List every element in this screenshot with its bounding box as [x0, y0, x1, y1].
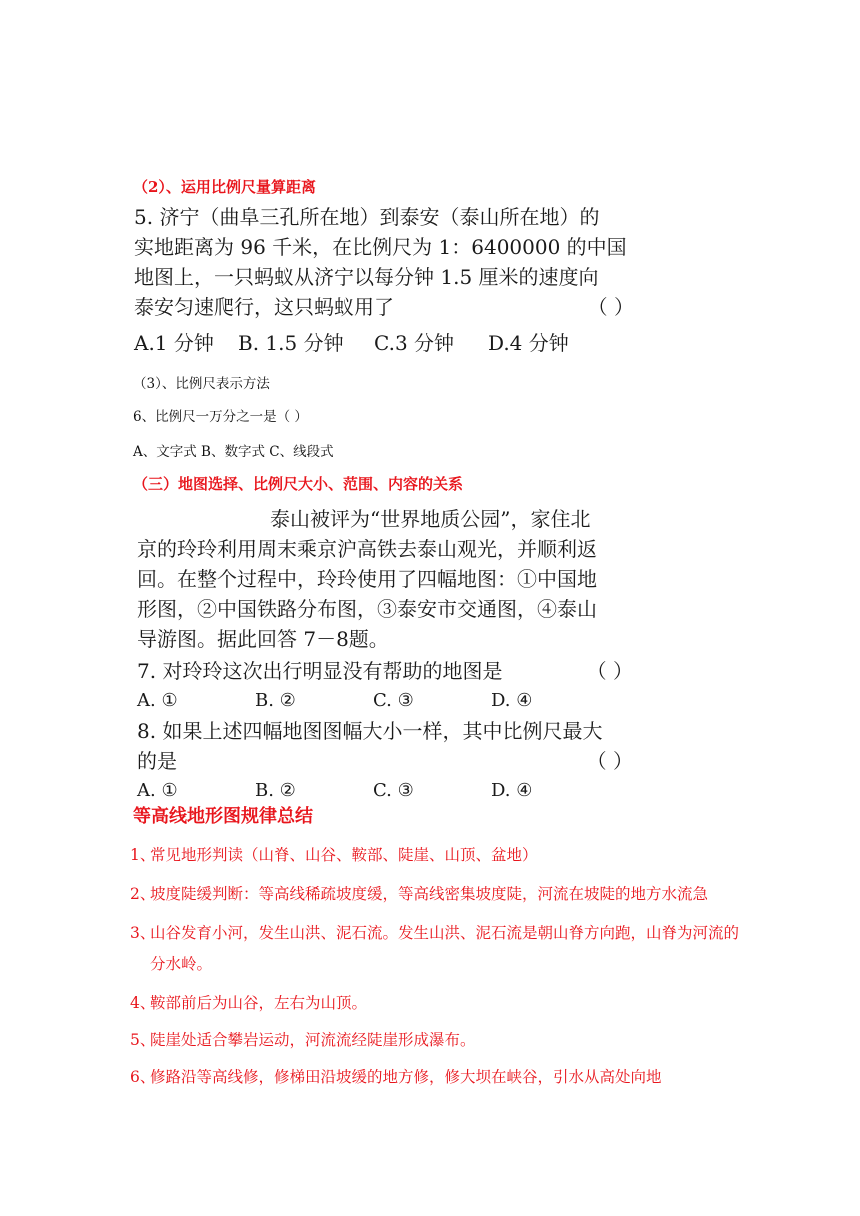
- option-a: A.1 分钟: [134, 331, 214, 355]
- option-b: B. ②: [255, 690, 296, 711]
- option-d: D.4 分钟: [488, 331, 569, 355]
- passage-line: 回。在整个过程中，玲玲使用了四幅地图：①中国地: [137, 567, 597, 591]
- question-line: 5. 济宁（曲阜三孔所在地）到泰安（泰山所在地）的: [134, 205, 600, 229]
- question-6-options: A、文字式 B、数字式 C、线段式: [133, 444, 334, 460]
- list-item: 3、 山谷发育小河，发生山洪、泥石流。发生山洪、泥石流是朝山脊方向跑，山脊为河流的分水岭。: [130, 924, 740, 973]
- passage-line: 导游图。据此回答 7－8题。: [137, 627, 389, 651]
- question-line: 泰安匀速爬行，这只蚂蚁用了: [134, 295, 394, 319]
- option-c: C.3 分钟: [374, 331, 455, 355]
- question-6: 6、比例尺一万分之一是（ ）: [133, 409, 308, 425]
- contour-summary-title: 等高线地形图规律总结: [133, 806, 313, 827]
- answer-blank: （ ）: [586, 659, 633, 683]
- section-heading-map-selection: （三）地图选择、比例尺大小、范围、内容的关系: [133, 475, 464, 493]
- answer-blank: （ ）: [587, 295, 634, 319]
- section-heading-scale-distance: （2）、运用比例尺量算距离: [133, 178, 316, 196]
- option-b: B. ②: [255, 780, 296, 801]
- passage-taishan: [137, 504, 637, 806]
- question-8-line: 8. 如果上述四幅地图图幅大小一样，其中比例尺最大: [137, 719, 603, 743]
- list-item: 4、 鞍部前后为山谷，左右为山顶。: [130, 994, 368, 1012]
- question-line: 地图上，一只蚂蚁从济宁以每分钟 1.5 厘米的速度向: [134, 265, 599, 289]
- section-heading-scale-methods: （3）、比例尺表示方法: [133, 376, 270, 392]
- option-d: D. ④: [491, 780, 533, 801]
- passage-line: 形图，②中国铁路分布图，③泰安市交通图，④泰山: [137, 597, 597, 621]
- list-item: 1、 常见地形判读（山脊、山谷、鞍部、陡崖、山顶、盆地）: [130, 846, 538, 864]
- list-item: 2、 坡度陡缓判断：等高线稀疏坡度缓，等高线密集坡度陡，河流在坡陡的地方水流急: [130, 885, 709, 903]
- contour-rules-list: [130, 840, 740, 1093]
- option-b: B. 1.5 分钟: [238, 331, 344, 355]
- option-a: A. ①: [137, 780, 178, 801]
- question-line: 实地距离为 96 千米，在比例尺为 1：6400000 的中国: [134, 235, 627, 259]
- option-c: C. ③: [373, 780, 414, 801]
- question-5: [134, 202, 644, 358]
- option-d: D. ④: [491, 690, 533, 711]
- option-a: A. ①: [137, 690, 178, 711]
- question-8-line: 的是: [137, 749, 177, 773]
- list-item: 6、 修路沿等高线修，修梯田沿坡缓的地方修，修大坝在峡谷，引水从高处向地: [130, 1068, 662, 1086]
- option-c: C. ③: [373, 690, 414, 711]
- passage-line: 京的玲玲利用周末乘京沪高铁去泰山观光，并顺利返: [137, 537, 597, 561]
- question-7: 7. 对玲玲这次出行明显没有帮助的地图是: [137, 659, 503, 683]
- answer-blank: （ ）: [586, 749, 633, 773]
- passage-line: 泰山被评为“世界地质公园”，家住北: [270, 507, 591, 531]
- list-item: 5、 陡崖处适合攀岩运动，河流流经陡崖形成瀑布。: [130, 1031, 476, 1049]
